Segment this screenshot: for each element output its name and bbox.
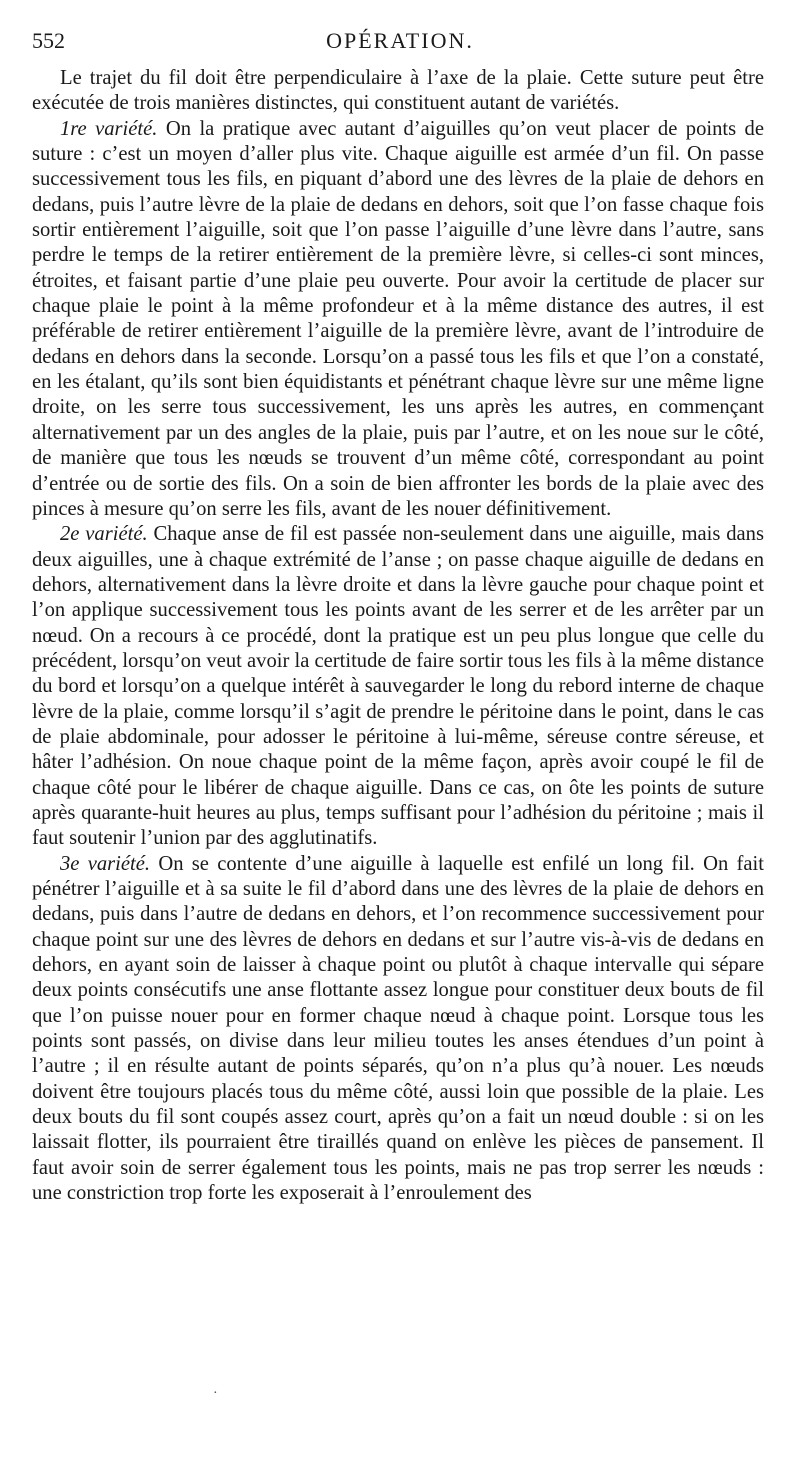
running-head [32,28,768,58]
paragraph-text: Chaque anse de fil est passée non-seulement dans une aiguille, mais dans deux aiguilles, une à chaque extrémité de l’anse ; on passe chaque aiguille de dedans en dehors, alternativement dans la lèvre droite et dans la lèvre gauche pour chaque point et l’on applique successivement tous les points avant de les serrer et de les arrêter par un nœud. On a recours à ce procédé, dont la pratique est un peu plus longue que celle du précédent, lorsqu’on veut avoir la certitude de faire sortir tous les fils à la même distance du bord et lorsqu’on a quelque intérêt à sauvegarder le long du rebord interne de chaque lèvre de la plaie, comme lorsqu’il s’agit de prendre le péritoine dans le point, dans le cas de plaie abdominale, pour adosser le péritoine à lui-même, séreuse contre séreuse, et hâter l’adhésion. On noue chaque point de la même façon, après avoir coupé le fil de chaque côté pour le libérer de chaque aiguille. Dans ce cas, on ôte les points de suture après quarante-huit heures au plus, temps suffisant pour l’adhésion du péritoine ; mais il faut soutenir l’union par des agglutinatifs. [32,523,764,850]
body-text [32,66,764,1206]
print-dot: · [213,1386,218,1401]
variant-label: 2e variété. [60,523,148,546]
paragraph-text: On se contente d’une aiguille à laquelle est enfilé un long fil. On fait pénétrer l’aiguille et à sa suite le fil d’abord dans une des lèvres de la plaie de dehors en dedans, puis dans l’autre de dedans en dehors, et l’on recommence successivement pour chaque point sur une des lèvres de dehors en dedans et sur l’autre vis-à-vis de dedans en dehors, en ayant soin de laisser à chaque point ou plutôt à chaque intervalle qui sépare deux points consécutifs une anse flottante assez longue pour constituer deux bouts de fil que l’on puisse nouer pour en former chaque nœud à chaque point. Lorsque tous les points sont passés, on divise dans leur milieu toutes les anses étendues d’un point à l’autre ; il en résulte autant de points séparés, qu’on n’a plus qu’à nouer. Les nœuds doivent être toujours placés tous du même côté, aussi loin que possible de la plaie. Les deux bouts du fil sont coupés assez court, après qu’on a fait un nœud double : si on les laissait flotter, ils pourraient être tiraillés quand on enlève les pièces de pansement. Il faut avoir soin de serrer également tous les points, mais ne pas trop serrer les nœuds : une constriction trop forte les exposerait à l’enroulement des [32,852,764,1205]
page-number: 552 [32,28,65,53]
paragraph-variete-2 [32,522,764,851]
paragraph-variete-3 [32,852,764,1207]
variant-label: 1re variété. [60,117,158,140]
paragraph-variete-1 [32,117,764,523]
paragraph-intro [32,66,764,117]
variant-label: 3e variété. [60,852,151,875]
page-title: OPÉRATION. [326,28,474,53]
paragraph-text: On la pratique avec autant d’aiguilles qu’on veut placer de points de suture : c’est un moyen d’aller plus vite. Chaque aiguille est armée d’un fil. On passe successivement tous les fils, en piquant d’abord une des lèvres de la plaie de dehors en dedans, puis l’autre lèvre de la plaie de dedans en dehors, soit que l’on fasse chaque fois sortir entièrement l’aiguille, soit que l’on passe l’aiguille d’une lèvre dans l’autre, sans perdre le temps de la retirer entièrement de la première lèvre, si celles-ci sont minces, étroites, et faisant partie d’une plaie peu ouverte. Pour avoir la certitude de placer sur chaque plaie le point à la même profondeur et à la même distance des autres, il est préférable de retirer entièrement l’aiguille de la première lèvre, avant de l’introduire de dedans en dehors dans la seconde. Lorsqu’on a passé tous les fils et que l’on a constaté, en les étalant, qu’ils sont bien équidistants et pénétrant chaque lèvre sur une même ligne droite, on les serre tous successivement, les uns après les autres, en commençant alternativement par un des angles de la plaie, puis par l’autre, et on les noue sur le côté, de manière que tous les nœuds se trouvent d’un même côté, correspondant au point d’entrée ou de sortie des fils. On a soin de bien affronter les bords de la plaie avec des pinces à mesure qu’on serre les fils, avant de les nouer définitivement. [32,117,764,520]
paragraph-text: Le trajet du fil doit être perpendiculaire à l’axe de la plaie. Cette suture peut être exécutée de trois manières distinctes, qui constituent autant de variétés. [32,67,764,115]
